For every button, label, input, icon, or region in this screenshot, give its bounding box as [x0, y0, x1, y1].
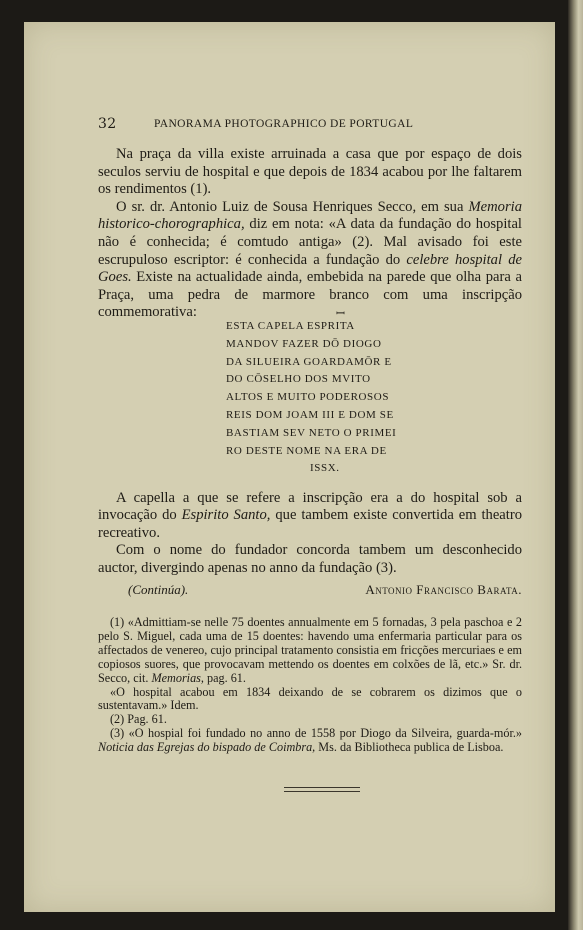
work-title-memoria: Memoria historico-chorographica,: [98, 198, 522, 233]
footnote-1: [98, 616, 522, 686]
footnote-1-end: pag. 61.: [203, 670, 246, 685]
closing-rule: [284, 787, 360, 792]
footnote-3: [98, 727, 522, 755]
paragraph-3: [98, 490, 522, 542]
abbreviation-mark: ꟷ: [336, 308, 346, 320]
continua-label: (Continúa).: [128, 582, 189, 597]
adjacent-page-edge: [568, 0, 583, 930]
inscription-line: RO DESTE NOME NA ERA DE: [226, 444, 387, 457]
footnote-1-text: (1) «Admittiam-se nelle 75 doentes annualmente em 5 fornadas, 3 pela paschoa e 2 pelo S. Miguel, cada uma de 15 doentes: havendo uma enfermaria particular para os affectados de venereo, cujo principal tratamento consistia em fricções mercuriaes e em copiosos suores, que provocavam mettendo os doentes em colxões de lã, etc.» Sr. dr. Secco, cit.: [98, 615, 522, 685]
inscription-line: ISSX.: [310, 462, 340, 475]
hospital-name: celebre hospital de Goes.: [98, 251, 522, 286]
footnote-3-title: Noticia das Egrejas do bispado de Coimbra,: [98, 740, 316, 755]
footnote-2: (2) Pag. 61.: [110, 712, 167, 727]
inscription-line: DO CŌSELHO DOS MVITO: [226, 373, 371, 386]
running-title: PANORAMA PHOTOGRAPHICO DE PORTUGAL: [154, 118, 414, 130]
paragraph-1: Na praça da villa existe arruinada a casa que por espaço de dois seculos serviu de hospital e que depois de 1834 acabou por lhe faltarem os rendimentos (1).: [98, 146, 522, 198]
paragraph-2-text-e: Existe na actualidade ainda, embebida na parede que olha para a Praça, uma pedra de marmore branco com uma inscripção commemorativa:: [98, 269, 522, 321]
inscription-line: ESTA CAPELA ESPRITA: [226, 320, 355, 332]
paragraph-2-text-c: diz em nota: «A data da fundação do hospital não é conhecida; é comtudo antiga» (2). Mal avisado foi este escrupuloso escriptor: é conhecida a fundação do: [98, 216, 522, 268]
inscription-line: REIS DOM JOAM III E DOM SE: [226, 408, 394, 421]
text-after-inscription: [98, 490, 522, 577]
espirito-santo: Espirito Santo,: [181, 507, 271, 524]
paragraph-3-text-c: que tambem existe convertida em theatro recreativo.: [98, 507, 522, 541]
paragraph-2: [98, 199, 522, 322]
paragraph-4: Com o nome do fundador concorda tambem um desconhecido auctor, divergindo apenas no anno da fundação (3).: [98, 542, 522, 576]
footnotes: [98, 616, 522, 755]
inscription-line: MANDOV FAZER DŌ DIOGO: [226, 337, 382, 350]
paragraph-3-text-a: A capella a que se refere a inscripção era a do hospital sob a invocação do: [98, 490, 522, 524]
paragraph-2-text-a: O sr. dr. Antonio Luiz de Sousa Henriques Secco, em sua: [116, 198, 469, 215]
inscription-line: DA SILUEIRA GOARDAMŌR E: [226, 355, 392, 368]
inscription-block: [226, 308, 426, 478]
main-text: [98, 146, 522, 322]
inscription-line: BASTIAM SEV NETO O PRIMEI: [226, 426, 397, 439]
author-name: Antonio Francisco Barata.: [365, 582, 522, 597]
footnote-1b: «O hospital acabou em 1834 deixando de se cobrarem os dizimos que o sustentavam.» Idem.: [98, 684, 522, 713]
footnote-3-end: Ms. da Bibliotheca publica de Lisboa.: [315, 740, 504, 755]
book-page: [24, 22, 555, 912]
signature-line: [98, 582, 522, 600]
page-header: [98, 116, 522, 132]
footnote-1-title: Memorias,: [151, 670, 204, 685]
page-number: 32: [98, 116, 117, 132]
inscription-line: ALTOS E MUITO PODEROSOS: [226, 391, 390, 404]
footnote-3-text: (3) «O hospial foi fundado no anno de 1558 por Diogo da Silveira, guarda-mór.»: [110, 726, 522, 741]
